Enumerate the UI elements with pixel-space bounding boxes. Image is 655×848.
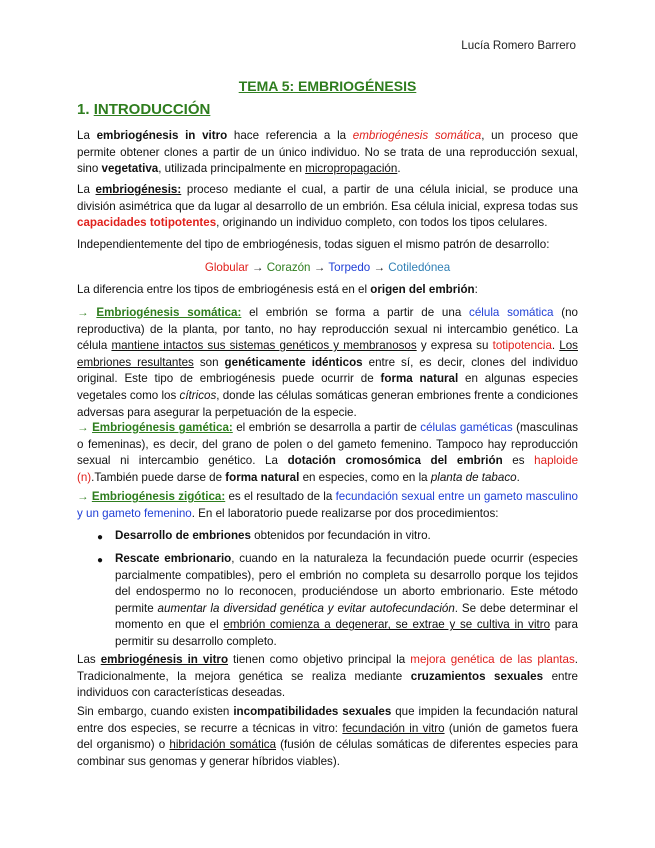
text: entre sí, es decir, clones del individuo original. Este tipo de embriogénesis puede ocurrir de <box>77 355 578 386</box>
stage-torpedo: Torpedo <box>328 261 371 274</box>
term-planta-de-tabaco: planta de tabaco <box>430 470 517 484</box>
text: , utilizada principalmente en <box>158 162 306 176</box>
term-totipotencia: totipotencia <box>492 339 552 353</box>
bullet-icon: ● <box>97 532 104 543</box>
text: que impiden la fecundación natural entre dos especies, se recurre a técnicas in vitro: <box>77 705 578 735</box>
paragraph-incompatibility <box>77 704 578 770</box>
paragraph-definition <box>77 182 578 232</box>
arrow-icon: → <box>77 490 92 503</box>
paragraph-difference <box>77 282 578 299</box>
text: es <box>502 454 535 468</box>
stage-corazon: Corazón <box>266 261 311 274</box>
text: . Tradicionalmente, la mejora genética se realiza mediante <box>77 653 578 683</box>
arrow-icon: → <box>77 421 93 434</box>
text: . <box>516 470 520 484</box>
text: : <box>474 283 478 296</box>
paragraph-somatic <box>77 305 578 421</box>
text: , cuando en la naturaleza la fecundación puede ocurrir (especies parcialmente compatibles), pero el embrión no completa su desarrollo porque los tejidos del endospermo no lo reconocen, produciéndose un aborto embrionario. Este método permite <box>115 552 578 615</box>
text: . <box>397 162 401 176</box>
text: Las <box>77 653 101 666</box>
text: son <box>193 355 225 369</box>
bullet-icon: ● <box>97 555 104 566</box>
text: (fusión de células somáticas de diferentes especies para combinar sus genomas y generar híbridos viables). <box>77 738 579 768</box>
section-heading <box>77 102 210 119</box>
term-desarrollo-de-embriones: Desarrollo de embriones <box>115 529 251 542</box>
development-stages <box>77 260 578 277</box>
term-celulas-gameticas: células gaméticas <box>420 421 513 434</box>
text: (unión de gametos fuera del organismo) o <box>77 721 578 752</box>
term-dotacion-cromosomica: dotación cromosómica del embrión <box>287 454 503 468</box>
paragraph-zygotic <box>77 489 578 522</box>
section-number: 1. <box>77 101 90 118</box>
text: y expresa su <box>416 339 493 353</box>
term-embriogenesis-in-vitro: embriogénesis in vitro <box>96 129 228 142</box>
arrow: → <box>370 261 389 274</box>
paragraph-gametic <box>77 420 578 486</box>
term-haploide: haploide (n) <box>77 454 579 484</box>
term-celula-somatica: célula somática <box>469 306 554 319</box>
text: entre individuos con características deseadas. <box>77 669 578 700</box>
term-citricos: cítricos <box>179 388 217 402</box>
text-italic: aumentar la diversidad genética y evitar autofecundación <box>157 601 455 615</box>
term-micropropagacion: micropropagación <box>305 162 398 176</box>
term-forma-natural: forma natural <box>225 470 300 484</box>
term-hibridacion-somatica: hibridación somática <box>169 738 277 752</box>
text: , donde las células somáticas generan embriones frente a condiciones adversas para asegurar la perpetuación de la especie. <box>77 388 578 419</box>
paragraph-pattern: Independientemente del tipo de embriogénesis, todas siguen el mismo patrón de desarrollo: <box>77 238 550 251</box>
text: (no reproductiva) de la planta, por tanto, no hay reproducción sexual ni intercambio genético. La célula <box>77 306 579 353</box>
author-name: Lucía Romero Barrero <box>461 39 576 52</box>
page-title: TEMA 5: EMBRIOGÉNESIS <box>238 78 417 94</box>
text: . Se debe determinar el momento en que el <box>115 601 578 632</box>
text: .También puede darse de <box>91 470 226 484</box>
text-underlined: mantiene intactos sus sistemas genéticos y membranosos <box>111 339 417 353</box>
term-mejora-genetica: mejora genética de las plantas <box>410 653 575 666</box>
text: , un proceso que permite obtener clones a partir de un único individuo. No se trata de una reproducción sexual, sino <box>77 129 579 176</box>
text: el embrión se forma a partir de una <box>241 306 470 319</box>
text: . En el laboratorio puede realizarse por dos procedimientos: <box>191 506 499 520</box>
paragraph-intro <box>77 128 578 178</box>
term-origen-del-embrion: origen del embrión <box>370 283 475 296</box>
text-underlined: Los embriones resultantes <box>77 339 578 369</box>
term-embriogenesis: embriogénesis: <box>95 183 182 196</box>
text: en algunas especies vegetales como los <box>77 372 579 402</box>
text: tienen como objetivo principal la <box>228 653 411 666</box>
text: La <box>77 183 96 196</box>
text: es el resultado de la <box>225 490 336 503</box>
text: . <box>551 339 560 353</box>
text: proceso mediante el cual, a partir de una célula inicial, se produce una división asimétrica que da lugar al desarrollo de un embrión. Esa célula inicial, expresa todas sus <box>77 183 578 213</box>
term-cruzamientos-sexuales: cruzamientos sexuales <box>410 669 544 683</box>
text-underlined: embrión comienza a degenerar, se extrae y se cultiva in vitro <box>223 618 551 632</box>
term-embriogenesis-in-vitro: embriogénesis in vitro <box>100 653 229 666</box>
text: La <box>77 129 97 142</box>
text: en especies, como en la <box>299 470 431 484</box>
list-item <box>115 551 578 651</box>
stage-globular: Globular <box>204 261 249 274</box>
arrow: → <box>310 261 329 274</box>
paragraph-objective <box>77 652 578 702</box>
term-rescate-embrionario: Rescate embrionario <box>115 552 232 565</box>
text: para permitir su desarrollo completo. <box>115 618 578 648</box>
term-geneticamente-identicos: genéticamente idénticos <box>224 355 363 369</box>
arrow: → <box>248 261 267 274</box>
term-fecundacion-sexual: fecundación sexual entre un gameto masculino y un gameto femenino <box>77 490 578 520</box>
stage-cotiledonea: Cotiledónea <box>388 261 451 274</box>
text: el embrión se desarrolla a partir de <box>232 421 421 434</box>
term-incompatibilidades-sexuales: incompatibilidades sexuales <box>233 705 392 718</box>
text: obtenidos por fecundación in vitro. <box>250 529 431 542</box>
arrow-icon: → <box>77 306 97 319</box>
term-fecundacion-in-vitro: fecundación in vitro <box>342 721 445 735</box>
text: hace referencia a la <box>227 129 353 142</box>
term-capacidades-totipotentes: capacidades totipotentes <box>77 216 217 230</box>
term-vegetativa: vegetativa <box>101 162 159 176</box>
text: (masculinas o femeninas), es decir, del grano de polen o del gameto femenino. Tampoco hay reproducción sexual ni intercambio genético. La <box>77 421 578 468</box>
term-embriogenesis-zigotica-heading: Embriogénesis zigótica: <box>91 490 226 503</box>
term-embriogenesis-somatica-heading: Embriogénesis somática: <box>96 306 242 319</box>
term-forma-natural: forma natural <box>380 372 459 386</box>
text: , originando un individuo completo, con todos los tipos celulares. <box>216 216 548 230</box>
term-embriogenesis-gametica-heading: Embriogénesis gamética: <box>92 421 233 434</box>
text: La diferencia entre los tipos de embriogénesis está en el <box>77 283 371 296</box>
list-item <box>115 528 578 545</box>
section-label: INTRODUCCIÓN <box>93 101 211 118</box>
text: Sin embargo, cuando existen <box>77 705 234 718</box>
term-embriogenesis-somatica: embriogénesis somática <box>352 129 482 142</box>
